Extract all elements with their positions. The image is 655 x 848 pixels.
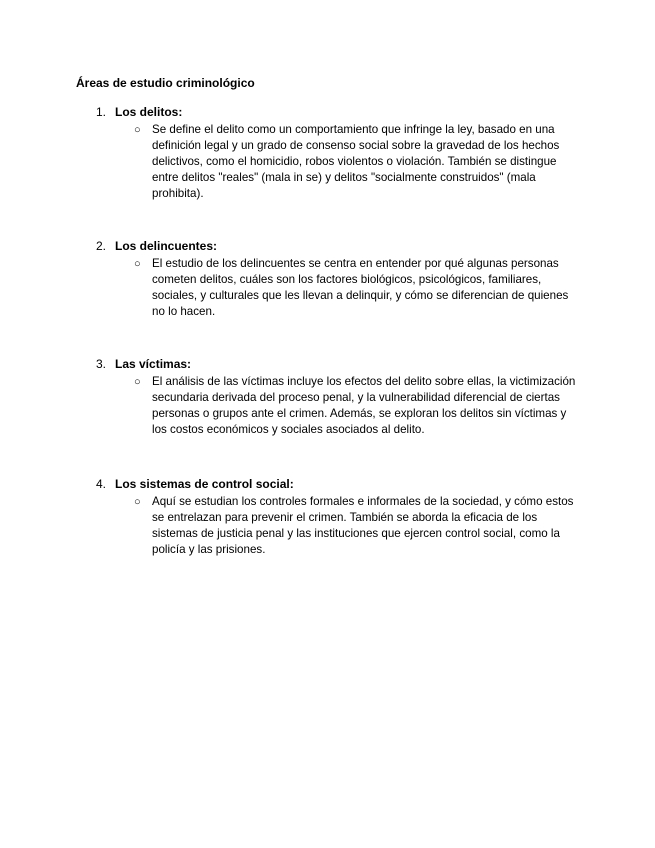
bullet-text: Aquí se estudian los controles formales e informales de la sociedad, y cómo estos se entrelazan para prevenir el crimen. También se aborda la eficacia de los sistemas de justicia penal y las instituciones que ejercen control social, como la policía y las prisiones. bbox=[152, 495, 574, 556]
section-heading: Los delitos: bbox=[115, 105, 183, 119]
section-heading: Las víctimas: bbox=[115, 357, 192, 371]
section-heading: Los delincuentes: bbox=[115, 239, 218, 253]
sub-bullet bbox=[96, 122, 586, 202]
list-item-delincuentes bbox=[96, 238, 586, 320]
bullet-text: Se define el delito como un comportamiento que infringe la ley, basado en una definición legal y un grado de consenso social sobre la gravedad de los hechos delictivos, como el homicidio, robos violentos o violación. También se distingue entre delitos "reales" (mala in se) y delitos "socialmente construidos" (mala prohibita). bbox=[152, 123, 560, 200]
sub-bullet bbox=[96, 256, 586, 320]
hollow-bullet-icon: ○ bbox=[134, 496, 141, 508]
list-item-sistemas-control-social bbox=[96, 476, 586, 558]
list-item-header bbox=[96, 104, 586, 120]
hollow-bullet-icon: ○ bbox=[134, 376, 141, 388]
document-title: Áreas de estudio criminológico bbox=[76, 76, 255, 90]
list-number: 4. bbox=[96, 477, 107, 491]
list-number: 3. bbox=[96, 357, 107, 371]
bullet-text: El análisis de las víctimas incluye los efectos del delito sobre ellas, la victimización secundaria derivada del proceso penal, y la vulnerabilidad diferencial de ciertas personas o grupos ante el crimen. Además, se exploran los delitos sin víctimas y los costos económicos y sociales asociados al delito. bbox=[152, 375, 576, 436]
hollow-bullet-icon: ○ bbox=[134, 258, 141, 270]
list-item-header bbox=[96, 476, 586, 492]
sub-bullet bbox=[96, 374, 586, 438]
sub-bullet bbox=[96, 494, 586, 558]
list-item-header bbox=[96, 356, 586, 372]
list-number: 1. bbox=[96, 105, 107, 119]
list-number: 2. bbox=[96, 239, 107, 253]
list-item-header bbox=[96, 238, 586, 254]
list-item-delitos bbox=[96, 104, 586, 202]
bullet-text: El estudio de los delincuentes se centra en entender por qué algunas personas cometen delitos, cuáles son los factores biológicos, psicológicos, familiares, sociales, y culturales que les llevan a delinquir, y cómo se diferencian de quienes no lo hacen. bbox=[152, 257, 569, 318]
section-heading: Los sistemas de control social: bbox=[115, 477, 294, 491]
hollow-bullet-icon: ○ bbox=[134, 124, 141, 136]
list-item-victimas bbox=[96, 356, 586, 438]
